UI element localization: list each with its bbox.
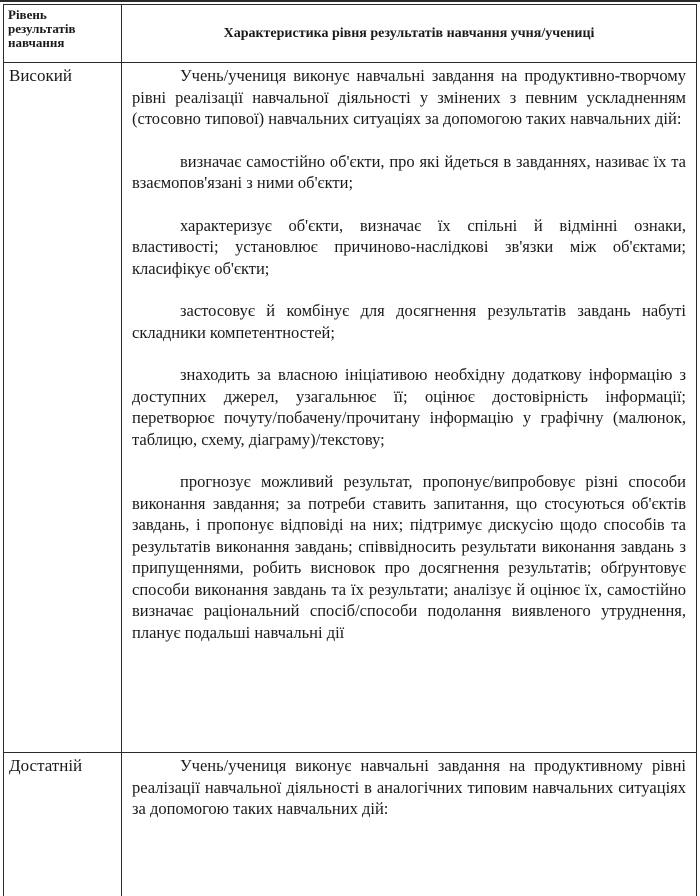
description-paragraph: Учень/учениця виконує навчальні завдання на продуктивно-творчому рівні реалізації навчальної діяльності у змінених з певним ускладненням (стосовно типової) навчальних ситуаціях за допомогою таких навчальних дій: [132,65,686,130]
description-paragraph: знаходить за власною ініціативою необхідну додаткову інформацію з доступних джерел, узагальнює її; оцінює достовірність інформації; перетворює почуту/побачену/прочитану інформацію у графічну (малюнок, таблицю, схему, діаграму)/текстову; [132,364,686,450]
header-description-column: Характеристика рівня результатів навчання учня/учениці [122,5,697,63]
level-name-sufficient: Достатній [4,753,122,896]
table-row-sufficient [4,753,697,896]
description-paragraph: прогнозує можливий результат, пропонує/випробовує різні способи виконання завдання; за потреби ставить запитання, що стосуються об'єктів завдань, і пропонує відповіді на них; підтримує дискусію щодо способів та результатів виконання завдань; співвідносить результати виконання завдань з припущеннями, робить висновок про досягнення результатів; обґрунтовує способи виконання завдань та їх результати; аналізує й оцінює їх, самостійно визначає раціональний спосіб/способи подолання виявленого утруднення, планує подальші навчальні дії [132,471,686,643]
learning-levels-table [3,4,697,896]
level-name-high: Високий [4,63,122,753]
top-border-line [0,0,700,2]
description-paragraph: застосовує й комбінує для досягнення результатів завдань набуті складники компетентностей; [132,300,686,343]
description-paragraph: визначає самостійно об'єкти, про які йдеться в завданнях, називає їх та взаємопов'язані з ними об'єкти; [132,151,686,194]
table-row-high [4,63,697,753]
level-description-high [122,63,697,753]
description-paragraph: Учень/учениця виконує навчальні завдання на продуктивному рівні реалізації навчальної діяльності в аналогічних типовим навчальних ситуаціях за допомогою таких навчальних дій: [132,755,686,820]
table-header-row [4,5,697,63]
level-description-sufficient [122,753,697,896]
header-level-column: Рівень результатів навчання [4,5,122,63]
description-paragraph: характеризує об'єкти, визначає їх спільні й відмінні ознаки, властивості; установлює причиново-наслідкові зв'язки між об'єктами; класифікує об'єкти; [132,215,686,280]
